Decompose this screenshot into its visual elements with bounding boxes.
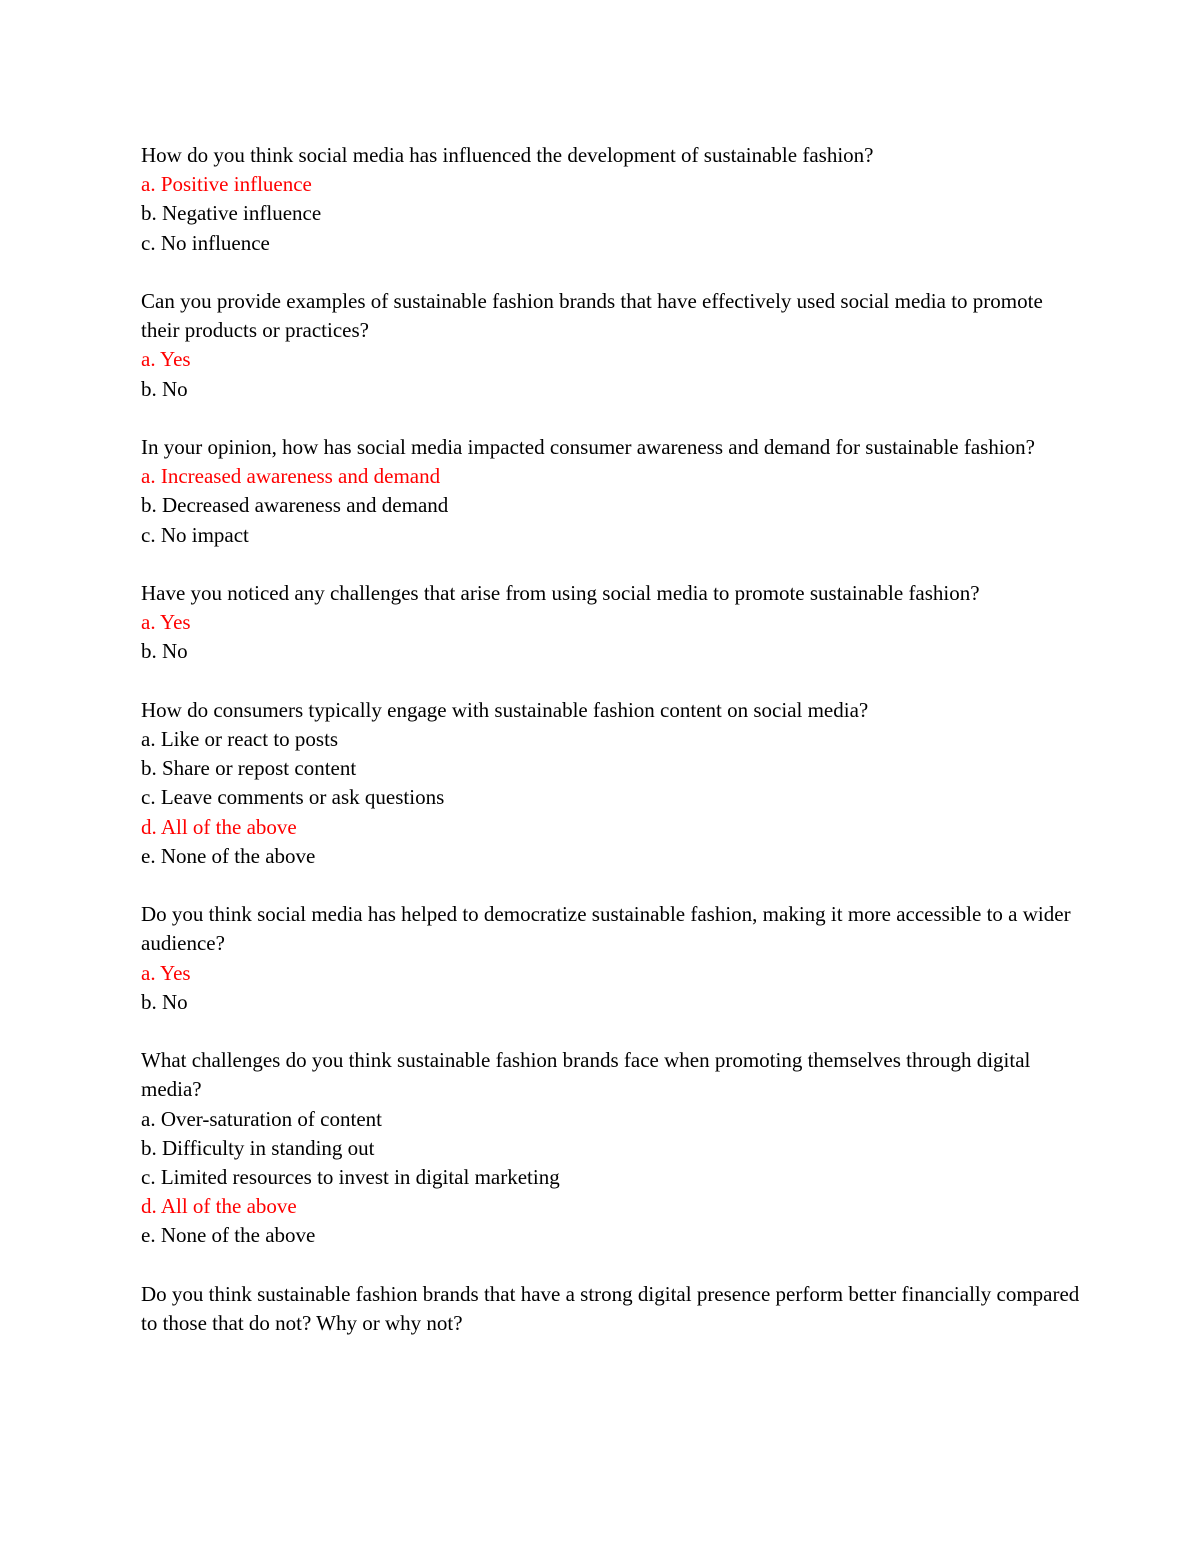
question-6 — [141, 900, 1081, 1017]
answer-option: c. Limited resources to invest in digital marketing — [141, 1165, 560, 1190]
answer-option: e. None of the above — [141, 1223, 316, 1248]
question-5 — [141, 696, 1081, 871]
question-text: In your opinion, how has social media impacted consumer awareness and demand for sustainable fashion? — [141, 435, 1035, 459]
question-2 — [141, 287, 1081, 404]
answer-option: b. Negative influence — [141, 201, 322, 226]
document-page — [141, 141, 1081, 1367]
answer-option: b. No — [141, 376, 188, 401]
answer-option: a. Yes — [141, 347, 191, 372]
question-1 — [141, 141, 1081, 258]
answer-option: d. All of the above — [141, 814, 297, 839]
question-text: What challenges do you think sustainable fashion brands face when promoting themselves through digital media? — [141, 1048, 1031, 1102]
answer-option: b. Decreased awareness and demand — [141, 493, 449, 518]
answer-option: a. Increased awareness and demand — [141, 464, 441, 489]
question-text: Do you think social media has helped to democratize sustainable fashion, making it more accessible to a wider audience? — [141, 902, 1071, 956]
answer-option: a. Like or react to posts — [141, 727, 339, 751]
answer-option: c. Leave comments or ask questions — [141, 785, 445, 810]
answer-option: c. No impact — [141, 522, 249, 547]
question-text: How do consumers typically engage with sustainable fashion content on social media? — [141, 697, 869, 722]
question-text: Have you noticed any challenges that arise from using social media to promote sustainable fashion? — [141, 581, 980, 605]
answer-option: a. Yes — [141, 610, 191, 635]
answer-option: e. None of the above — [141, 843, 316, 868]
question-7 — [141, 1046, 1081, 1250]
answer-option: a. Yes — [141, 960, 191, 985]
question-text: How do you think social media has influenced the development of sustainable fashion? — [141, 143, 874, 167]
answer-option: a. Positive influence — [141, 172, 312, 197]
answer-option: b. Share or repost content — [141, 756, 357, 781]
answer-option: b. No — [141, 639, 188, 664]
question-4 — [141, 579, 1081, 667]
answer-option: b. No — [141, 989, 188, 1014]
answer-option: b. Difficulty in standing out — [141, 1135, 375, 1160]
question-text: Can you provide examples of sustainable fashion brands that have effectively used social media to promote their products or practices? — [141, 289, 1043, 343]
answer-option: d. All of the above — [141, 1194, 297, 1219]
question-3 — [141, 433, 1081, 550]
question-text: Do you think sustainable fashion brands that have a strong digital presence perform better financially compared to those that do not? Why or why not? — [141, 1281, 1080, 1336]
answer-option: c. No influence — [141, 230, 270, 255]
question-8 — [141, 1280, 1081, 1338]
answer-option: a. Over-saturation of content — [141, 1106, 382, 1131]
